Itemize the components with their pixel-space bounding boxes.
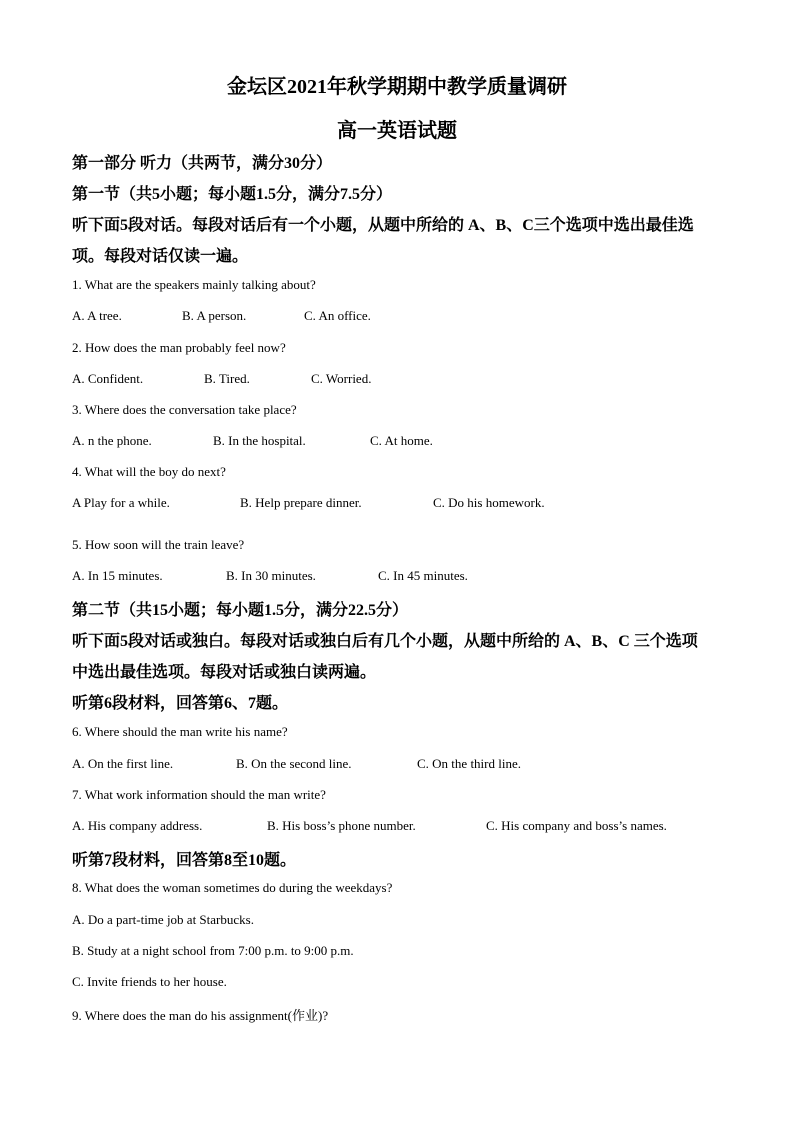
question-8-option-b: B. Study at a night school from 7:00 p.m. to 9:00 p.m. <box>72 943 354 958</box>
question-6: 6. Where should the man write his name? <box>72 724 288 739</box>
question-5-option-c: C. In 45 minutes. <box>378 568 468 583</box>
question-8: 8. What does the woman sometimes do during the weekdays? <box>72 880 393 895</box>
question-6-option-c: C. On the third line. <box>417 756 521 771</box>
question-6-option-a: A. On the first line. <box>72 756 174 771</box>
section2-instructions-line2: 中选出最佳选项。每段对话或独白读两遍。 <box>72 664 377 681</box>
question-2: 2. How does the man probably feel now? <box>72 340 286 355</box>
section1-instructions-line1: 听下面5段对话。每段对话后有一个小题，从题中所给的 A、B、C三个选项中选出最佳选 <box>72 217 694 234</box>
question-6-option-b: B. On the second line. <box>236 756 352 771</box>
question-3: 3. Where does the conversation take place? <box>72 402 297 417</box>
question-5-option-b: B. In 30 minutes. <box>226 568 316 583</box>
exam-title: 金坛区2021年秋学期期中教学质量调研 <box>227 76 567 98</box>
question-7: 7. What work information should the man write? <box>72 787 326 802</box>
exam-subtitle: 高一英语试题 <box>337 120 457 142</box>
question-2-option-a: A. Confident. <box>72 371 144 386</box>
material-7-heading: 听第7段材料，回答第8至10题。 <box>72 852 297 869</box>
section2-heading: 第二节（共15小题；每小题1.5分，满分22.5分） <box>72 602 409 619</box>
question-7-option-a: A. His company address. <box>72 818 203 833</box>
question-8-option-c: C. Invite friends to her house. <box>72 974 227 989</box>
section1-heading: 第一节（共5小题；每小题1.5分，满分7.5分） <box>72 186 393 203</box>
question-7-option-b: B. His boss’s phone number. <box>267 818 416 833</box>
question-4-option-b: B. Help prepare dinner. <box>240 495 362 510</box>
question-3-option-a: A. n the phone. <box>72 433 152 448</box>
question-5: 5. How soon will the train leave? <box>72 537 245 552</box>
question-2-option-c: C. Worried. <box>311 371 372 386</box>
part1-heading: 第一部分 听力（共两节，满分30分） <box>72 155 333 172</box>
question-9: 9. Where does the man do his assignment(作业)? <box>72 1008 329 1023</box>
question-1-option-a: A. A tree. <box>72 308 122 323</box>
question-2-option-b: B. Tired. <box>204 371 250 386</box>
question-8-option-a: A. Do a part-time job at Starbucks. <box>72 912 254 927</box>
question-3-option-c: C. At home. <box>370 433 433 448</box>
question-1-option-c: C. An office. <box>304 308 371 323</box>
question-7-option-c: C. His company and boss’s names. <box>486 818 667 833</box>
question-1-option-b: B. A person. <box>182 308 247 323</box>
material-6-heading: 听第6段材料，回答第6、7题。 <box>72 695 289 712</box>
question-4: 4. What will the boy do next? <box>72 464 226 479</box>
section2-instructions-line1: 听下面5段对话或独白。每段对话或独白后有几个小题，从题中所给的 A、B、C 三个选项 <box>72 633 698 650</box>
question-4-option-c: C. Do his homework. <box>433 495 545 510</box>
question-1: 1. What are the speakers mainly talking about? <box>72 277 316 292</box>
section1-instructions-line2: 项。每段对话仅读一遍。 <box>72 248 249 265</box>
question-5-option-a: A. In 15 minutes. <box>72 568 163 583</box>
question-3-option-b: B. In the hospital. <box>213 433 306 448</box>
question-4-option-a: A Play for a while. <box>72 495 170 510</box>
